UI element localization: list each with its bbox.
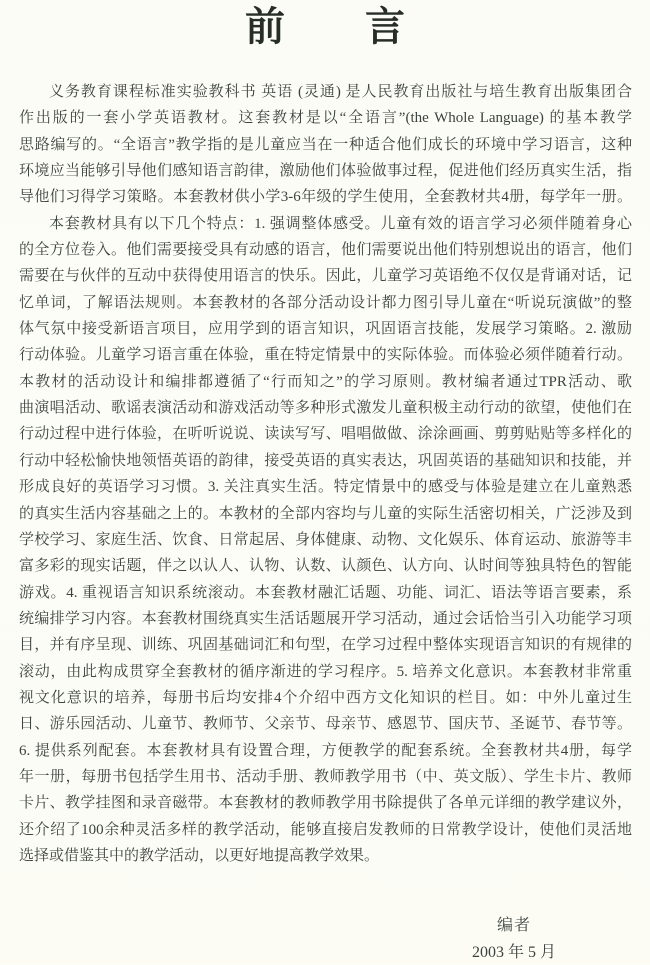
signature-author: 编者 (497, 917, 532, 934)
text-line: 目，并有序呈现、训练、巩固基础词汇和句型，在学习过程中整体实现语言知识的有规律的 (19, 637, 632, 654)
signature-date: 2003 年 5 月 (472, 944, 557, 961)
text-line: 游戏。4. 重视语言知识系统滚动。本套教材融汇话题、功能、词汇、语法等语言要素，系 (19, 584, 632, 601)
text-line: 曲演唱活动、歌谣表演活动和游戏活动等多种形式激发儿童积极主动行动的欲望，使他们在 (19, 400, 632, 417)
text-line: 日、游乐园活动、儿童节、教师节、父亲节、母亲节、感恩节、国庆节、圣诞节、春节等。 (19, 716, 632, 733)
text-line: 富多彩的现实话题，伴之以认人、认物、认数、认颜色、认方向、认时间等独具特色的智能 (19, 558, 632, 575)
text-line: 卡片、教学挂图和录音磁带。本套教材的教师教学用书除提供了各单元详细的教学建议外， (19, 795, 632, 812)
text-line: 需要在与伙伴的互动中获得使用语言的快乐。因此，儿童学习英语绝不仅仅是背诵对话，记 (19, 268, 632, 285)
text-line: 作出版的一套小学英语教材。这套教材是以“全语言”(the Whole Language) 的基本教学 (19, 110, 632, 127)
text-line: 还介绍了100余种灵活多样的教学活动，能够直接启发教师的日常教学设计，使他们灵活地 (19, 821, 632, 838)
text-line: 年一册，每册书包括学生用书、活动手册、教师教学用书（中、英文版）、学生卡片、教师 (19, 768, 632, 785)
text-line: 的全方位卷入。他们需要接受具有动感的语言，他们需要说出他们特别想说出的语言，他们 (19, 242, 632, 259)
paragraph-intro (19, 79, 632, 211)
text-line: 本教材的活动设计和编排都遵循了“行而知之”的学习原则。教材编者通过TPR活动、歌 (19, 373, 632, 390)
text-line: 的真实生活内容基础之上的。本教材的全部内容均与儿童的实际生活密切相关，广泛涉及到 (19, 505, 632, 522)
paragraph-features (19, 211, 632, 870)
text-line: 统编排学习内容。本套教材围绕真实生活话题展开学习活动，通过会话恰当引入功能学习项 (19, 610, 632, 627)
text-line: 行动中轻松愉快地领悟英语的韵律，接受英语的真实表达，巩固英语的基础知识和技能，并 (19, 452, 632, 469)
text-line: 行动体验。儿童学习语言重在体验，重在特定情景中的实际体验。而体验必须伴随着行动。 (19, 347, 632, 364)
text-line: 6. 提供系列配套。本套教材具有设置合理，方便教学的配套系统。全套教材共4册，每学 (19, 742, 632, 759)
page-title: 前 言 (245, 4, 405, 50)
text-line: 本套教材具有以下几个特点：1. 强调整体感受。儿童有效的语言学习必须伴随着身心 (49, 215, 632, 232)
text-line: 导他们习得学习策略。本套教材供小学3-6年级的学生使用，全套教材共4册，每学年一册。 (19, 189, 632, 206)
text-line: 环境应当能够引导他们感知语言韵律，激励他们体验做事过程，促进他们经历真实生活，指 (19, 163, 632, 180)
text-line: 视文化意识的培养，每册书后均安排4个介绍中西方文化知识的栏目。如：中外儿童过生 (19, 689, 632, 706)
text-line: 选择或借鉴其中的教学活动，以更好地提高教学效果。 (19, 847, 380, 864)
text-line: 行动过程中进行体验，在听听说说、读读写写、唱唱做做、涂涂画画、剪剪贴贴等多样化的 (19, 426, 632, 443)
text-line: 滚动，由此构成贯穿全套教材的循序渐进的学习程序。5. 培养文化意识。本套教材非常重 (19, 663, 632, 680)
text-line: 思路编写的。“全语言”教学指的是儿童应当在一种适合他们成长的环境中学习语言，这种 (19, 136, 632, 153)
text-line: 体气氛中接受新语言项目，应用学到的语言知识，巩固语言技能，发展学习策略。2. 激励 (19, 321, 632, 338)
preface-body (19, 79, 632, 869)
text-line: 学校学习、家庭生活、饮食、日常起居、身体健康、动物、文化娱乐、体育运动、旅游等丰 (19, 531, 632, 548)
text-line: 义务教育课程标准实验教科书 英语 (灵通) 是人民教育出版社与培生教育出版集团合 (49, 84, 632, 100)
text-line: 忆单词，了解语法规则。本套教材的各部分活动设计都力图引导儿童在“听说玩演做”的整 (19, 294, 632, 311)
text-line: 形成良好的英语学习习惯。3. 关注真实生活。特定情景中的感受与体验是建立在儿童熟悉 (19, 479, 632, 496)
